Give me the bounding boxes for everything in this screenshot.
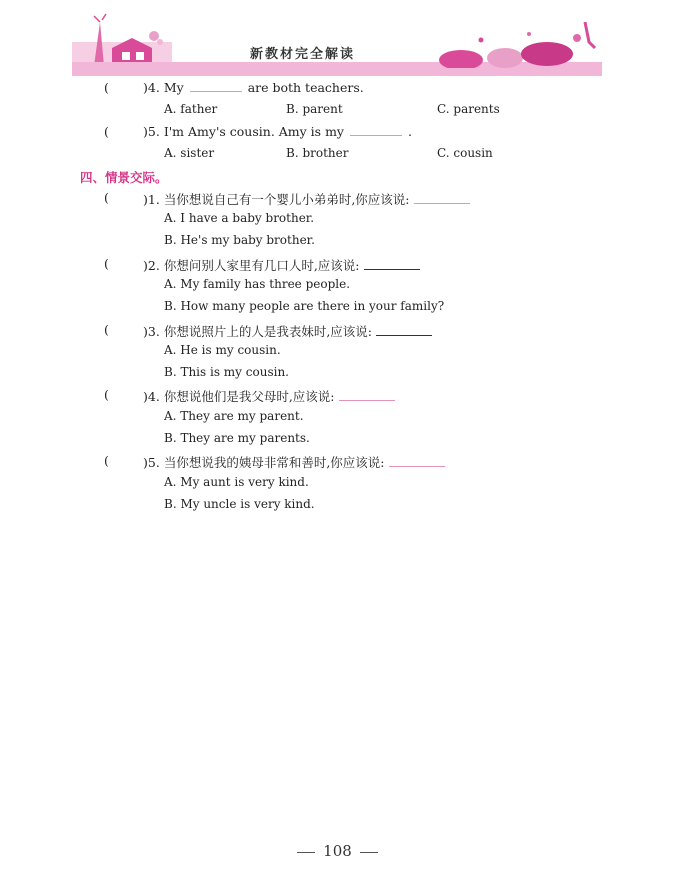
page-footer (0, 842, 675, 860)
option-a: A. They are my parent. (164, 409, 304, 423)
option-b: B. They are my parents. (164, 431, 310, 445)
footer-dash-left (297, 852, 315, 853)
option-a: A. He is my cousin. (164, 343, 281, 357)
answer-blank[interactable] (339, 390, 395, 401)
question-prompt: 你想问别人家里有几口人时,应该说: (163, 258, 360, 273)
question-after: are both teachers. (247, 80, 364, 95)
question-number: 2. (147, 258, 160, 273)
answer-bracket-open: ( (104, 453, 109, 468)
option-b: B. He's my baby brother. (164, 233, 315, 247)
page-number: 108 (323, 842, 352, 860)
answer-blank[interactable] (376, 325, 432, 336)
option-b: B. This is my cousin. (164, 365, 289, 379)
option-a: A. My aunt is very kind. (164, 475, 309, 489)
bracket-close: ) (143, 258, 148, 273)
bracket-close: ) (143, 80, 148, 95)
answer-bracket-open: ( (104, 387, 109, 402)
option-b: B. My uncle is very kind. (164, 497, 315, 511)
question-text (143, 453, 445, 471)
question-text (143, 256, 420, 274)
option-a: A. sister (164, 146, 215, 160)
question-text (143, 124, 412, 139)
option-a: A. father (164, 102, 218, 116)
bracket-close: ) (143, 192, 148, 207)
answer-blank[interactable] (389, 456, 445, 467)
section-title: 四、情景交际。 (80, 170, 168, 185)
question-number: 4. (147, 80, 160, 95)
bracket-close: ) (143, 124, 148, 139)
question-before: I'm Amy's cousin. Amy is my (163, 124, 344, 139)
question-number: 4. (147, 389, 160, 404)
question-text (143, 322, 432, 340)
question-prompt: 你想说照片上的人是我表妹时,应该说: (163, 324, 372, 339)
bracket-close: ) (143, 389, 148, 404)
answer-blank[interactable] (190, 81, 242, 92)
option-c: C. cousin (437, 146, 493, 160)
question-number: 5. (147, 455, 160, 470)
house-tree-decoration-icon (72, 12, 172, 68)
question-number: 5. (147, 124, 160, 139)
question-prompt: 当你想说我的姨母非常和善时,你应该说: (163, 455, 385, 470)
option-b: B. How many people are there in your family? (164, 299, 445, 313)
bracket-close: ) (143, 324, 148, 339)
bracket-close: ) (143, 455, 148, 470)
page-header (72, 12, 602, 76)
answer-bracket-open: ( (104, 190, 109, 205)
option-a: A. I have a baby brother. (164, 211, 315, 225)
question-number: 3. (147, 324, 160, 339)
answer-bracket-open: ( (104, 80, 109, 95)
answer-blank[interactable] (414, 193, 470, 204)
footer-dash-right (360, 852, 378, 853)
answer-bracket-open: ( (104, 256, 109, 271)
question-text (143, 190, 470, 208)
option-a: A. My family has three people. (164, 277, 351, 291)
answer-blank[interactable] (364, 259, 420, 270)
option-b: B. brother (286, 146, 349, 160)
question-number: 1. (147, 192, 160, 207)
question-text (143, 80, 364, 95)
question-before: My (163, 80, 184, 95)
option-c: C. parents (437, 102, 500, 116)
answer-bracket-open: ( (104, 124, 109, 139)
answer-bracket-open: ( (104, 322, 109, 337)
trees-decoration-icon (437, 12, 602, 68)
question-prompt: 你想说他们是我父母时,应该说: (163, 389, 335, 404)
question-after: . (407, 124, 412, 139)
question-text (143, 387, 395, 405)
option-b: B. parent (286, 102, 343, 116)
header-title: 新教材完全解读 (250, 47, 356, 62)
answer-blank[interactable] (350, 125, 402, 136)
question-prompt: 当你想说自己有一个婴儿小弟弟时,你应该说: (163, 192, 410, 207)
